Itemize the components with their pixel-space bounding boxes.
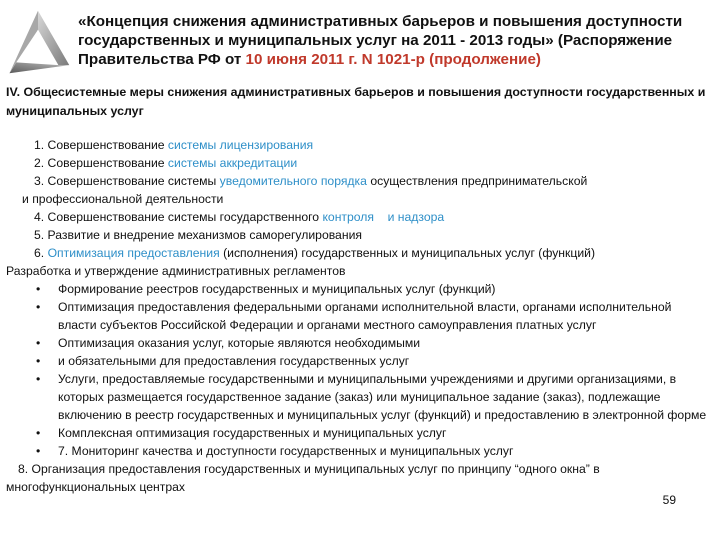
list-item-1: 1. Совершенствование системы лицензирования <box>34 138 314 152</box>
list-item-5: 5. Развитие и внедрение механизмов саморегулирования <box>34 228 362 242</box>
list-item: • Оптимизация оказания услуг, которые являются необходимыми <box>6 334 710 352</box>
page-number: 59 <box>662 493 676 507</box>
list-item: • 7. Мониторинг качества и доступности государственных и муниципальных услуг <box>6 442 710 460</box>
link-licensing[interactable]: системы лицензирования <box>167 138 314 152</box>
list-item-8: 8. Организация предоставления государственных и муниципальных услуг по принципу “одного окна” в многофункциональных центрах <box>6 462 600 494</box>
bullet-list <box>6 280 710 460</box>
reglament-line: Разработка и утверждение административных регламентов <box>6 264 346 278</box>
penrose-triangle-icon <box>4 8 72 76</box>
list-item: • Формирование реестров государственных и муниципальных услуг (функций) <box>6 280 710 298</box>
link-notification-procedure[interactable]: уведомительного порядка <box>219 174 367 188</box>
link-control[interactable]: контроля <box>322 210 375 224</box>
list-item-3: 3. Совершенствование системы уведомительного порядка осуществления предпринимательской <box>34 174 588 188</box>
list-item-2: 2. Совершенствование системы аккредитации <box>34 156 298 170</box>
list-item: • Оптимизация предоставления федеральными органами исполнительной власти, органами исполнительной власти субъектов Российской Федерации и органами местного самоуправления платных услуг <box>6 298 710 334</box>
link-accreditation[interactable]: системы аккредитации <box>167 156 298 170</box>
list-item: • и обязательными для предоставления государственных услуг <box>6 352 710 370</box>
section-heading: IV. Общесистемные меры снижения административных барьеров и повышения доступности государственных и муниципальных услуг <box>6 85 706 118</box>
title-date: 10 июня 2011 г. N 1021-р (продолжение) <box>245 51 541 68</box>
list-item-6: 6. Оптимизация предоставления (исполнения) государственных и муниципальных услуг (функций) <box>34 246 596 260</box>
content <box>6 83 710 496</box>
link-optimization[interactable]: Оптимизация предоставления <box>47 246 220 260</box>
link-supervision[interactable]: и надзора <box>387 210 445 224</box>
page-title: «Концепция снижения административных барьеров и повышения доступности государственных и муниципальных услуг на 2011 - 2013 годы» (Распоряжение Правительства РФ от 10 июня 2011 г. N 1021-р (продолжение) <box>78 13 683 68</box>
list-item-3-continued: и профессиональной деятельности <box>22 192 224 206</box>
list-item: • Услуги, предоставляемые государственными и муниципальными учреждениями и другими организациями, в которых размещается государственное задание (заказ) или муниципальное задание (заказ), подлежащие включению в реестр государственных и муниципальных услуг (функций) и предоставлению в электронной форме <box>6 370 710 424</box>
list-item-4: 4. Совершенствование системы государственного контроля и надзора <box>34 210 445 224</box>
list-item: • Комплексная оптимизация государственных и муниципальных услуг <box>6 424 710 442</box>
